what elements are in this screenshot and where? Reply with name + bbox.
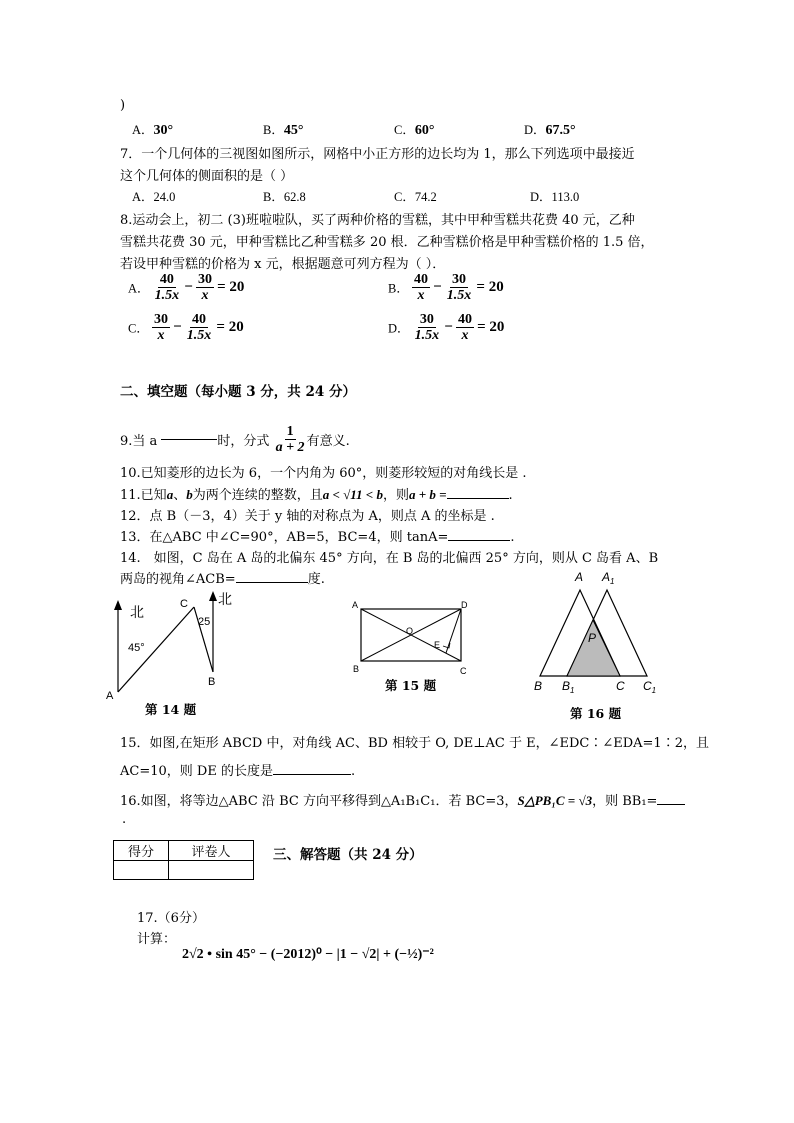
- q7-option-b: B．62.8: [263, 190, 306, 204]
- point-c-label: C: [180, 598, 188, 610]
- figure-14-caption: 第 14 题: [145, 702, 197, 717]
- angle-label-45: 45°: [128, 642, 145, 654]
- q13: 13．在△ABC 中∠C=90°，AB=5，BC=4，则 tanA= .: [120, 530, 515, 545]
- q17-title: 17.（6分）: [137, 911, 205, 926]
- point-b-label: B: [208, 676, 216, 688]
- point-a-label: A: [106, 690, 114, 702]
- q12: 12．点 B（－3，4）关于 y 轴的对称点为 A，则点 A 的坐标是 .: [120, 509, 495, 524]
- score-table: [113, 840, 254, 880]
- q10: 10.已知菱形的边长为 6，一个内角为 60°，则菱形较短的对角线长是 .: [120, 466, 527, 481]
- q17-calc-label: 计算：: [137, 932, 177, 947]
- rect-point-o: O: [406, 626, 414, 636]
- north-label-b: 北: [218, 591, 232, 607]
- q14-line1: 14. 如图，C 岛在 A 岛的北偏东 45° 方向，在 B 岛的北偏西 25° 方向，则从 C 岛看 A、B: [120, 551, 659, 566]
- figure-16-caption: 第 16 题: [570, 706, 622, 721]
- rect-point-b: B: [353, 664, 360, 674]
- q7-line2: 这个几何体的侧面积的是（ ）: [120, 169, 294, 184]
- score-cell[interactable]: [114, 861, 169, 880]
- q15-line1: 15．如图,在矩形 ABCD 中，对角线 AC、BD 相较于 O, DE⊥AC 于 E，∠EDC∶∠EDA=1∶2，且: [120, 736, 709, 751]
- figure-15-caption: 第 15 题: [385, 678, 437, 693]
- q11: 11.已知a、b为两个连续的整数，且a < √11 < b，则a + b = .: [120, 487, 513, 503]
- angle-label-25: 25: [198, 616, 211, 628]
- q7-option-c: C．74.2: [394, 190, 437, 204]
- tri-point-a1: $A_1$: [602, 570, 615, 586]
- q15-line2: AC=10，则 DE 的长度是 .: [120, 764, 356, 779]
- q6-tail: ): [120, 98, 126, 113]
- tri-point-b1: $B_1$: [562, 679, 575, 695]
- q16-line1: 16.如图，将等边△ABC 沿 BC 方向平移得到△A₁B₁C₁．若 BC=3，S△PB₁C = √3，则 BB₁=: [120, 790, 685, 809]
- q9: 9.当 a 时，分式 $\frac{1}{a + 2}$ 有意义.: [120, 424, 350, 455]
- tri-point-c1: $C_1$: [643, 679, 657, 695]
- q16-dot: .: [122, 812, 127, 827]
- q8-option-d: D． $\frac{30}{1.5x}$ − $\frac{40}{x}$ = 20: [388, 312, 505, 343]
- q8-option-a: A． $\frac{40}{1.5x}$ − $\frac{30}{x}$ = 20: [128, 272, 245, 303]
- q14-line2: 两岛的视角∠ACB= 度.: [120, 572, 325, 587]
- q7-line1: 7．一个几何体的三视图如图所示，网格中小正方形的边长均为 1，那么下列选项中最接近: [120, 147, 635, 162]
- q7-option-d: D．113.0: [530, 190, 580, 204]
- figure-16: [530, 565, 665, 695]
- q8-option-b: B． $\frac{40}{x}$ − $\frac{30}{1.5x}$ = 20: [388, 272, 504, 303]
- q8-line2: 雪糕共花费 30 元，甲种雪糕比乙种雪糕多 20 根．乙种雪糕价格是甲种雪糕价格的 1.5 倍，: [120, 235, 654, 250]
- rect-point-e: E: [434, 640, 441, 650]
- figure-15: [348, 597, 478, 682]
- q6-option-a: A．30°: [132, 123, 174, 138]
- section-2-heading: 二、填空题（每小题 3 分，共 24 分）: [120, 384, 356, 400]
- q8-option-c: C． $\frac{30}{x}$ − $\frac{40}{1.5x}$ = 20: [128, 312, 244, 343]
- tri-point-c: C: [616, 679, 625, 693]
- tri-point-b: B: [534, 679, 543, 693]
- grader-cell[interactable]: [169, 861, 254, 880]
- q8-line1: 8.运动会上，初二 (3)班啦啦队，买了两种价格的雪糕，其中甲种雪糕共花费 40 元，乙种: [120, 213, 635, 228]
- score-label: 得分: [114, 841, 169, 861]
- north-label-a: 北: [130, 604, 144, 620]
- rect-point-c: C: [460, 666, 467, 676]
- tri-point-a: A: [575, 570, 584, 584]
- q6-option-c: C．60°: [394, 123, 435, 138]
- q6-option-b: B．45°: [263, 123, 304, 138]
- q7-option-a: A．24.0: [132, 190, 176, 204]
- rect-point-d: D: [461, 600, 468, 610]
- section-3-heading: 三、解答题（共 24 分）: [273, 847, 423, 863]
- q17-expression: 2√2 • sin 45° − (−2012)⁰ − |1 − √2| + (−½)⁻²: [182, 947, 434, 962]
- q8-line3: 若设甲种雪糕的价格为 x 元，根据题意可列方程为（ ）．: [120, 257, 446, 272]
- grader-label: 评卷人: [169, 841, 254, 861]
- rect-point-a: A: [352, 600, 359, 610]
- tri-point-p: P: [588, 631, 597, 645]
- q6-option-d: D．67.5°: [524, 123, 576, 138]
